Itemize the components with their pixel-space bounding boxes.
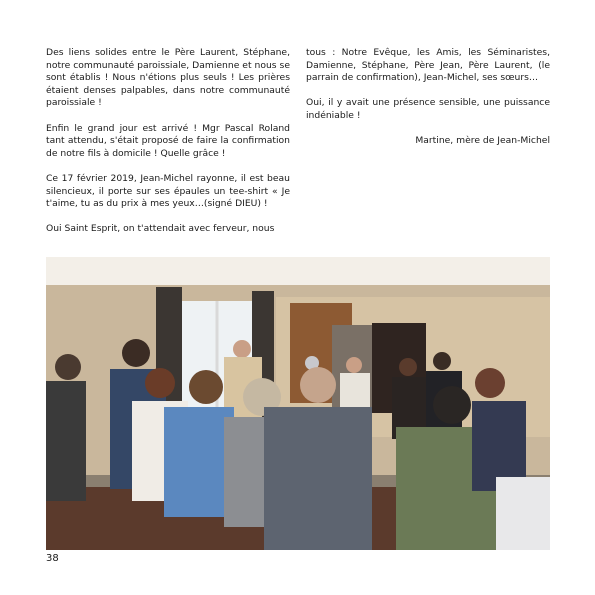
paragraph: Oui Saint Esprit, on t'attendait avec ferveur, nous	[46, 223, 275, 235]
group-prayer-photo	[46, 257, 550, 550]
paragraph: Oui, il y avait une présence sensible, une puissance indéniable !	[306, 97, 550, 121]
signature: Martine, mère de Jean-Michel	[415, 135, 550, 147]
left-text-column	[46, 47, 290, 249]
page-number: 38	[46, 553, 59, 564]
paragraph: Enfin le grand jour est arrivé ! Mgr Pascal Roland tant attendu, s'était proposé de faire la confirmation de notre fils à domicile ! Quelle grâce !	[46, 122, 290, 159]
paragraph: tous : Notre Evêque, les Amis, les Séminaristes, Damienne, Stéphane, Père Jean, Père Laurent, (le parrain de confirmation), Jean-Michel, ses sœurs…	[306, 47, 550, 84]
right-text-column	[306, 47, 550, 160]
paragraph: Des liens solides entre le Père Laurent, Stéphane, notre communauté paroissiale, Damienne et nous se sont établis ! Nous n'étions plus seuls ! Les prières étaient denses palpables, dans notre communauté paroissiale !	[46, 47, 290, 109]
photo-illustration	[46, 257, 550, 550]
paragraph: Ce 17 février 2019, Jean-Michel rayonne, il est beau silencieux, il porte sur ses épaules un tee-shirt « Je t'aime, tu as du prix à mes yeux…(signé DIEU) !	[46, 172, 290, 210]
